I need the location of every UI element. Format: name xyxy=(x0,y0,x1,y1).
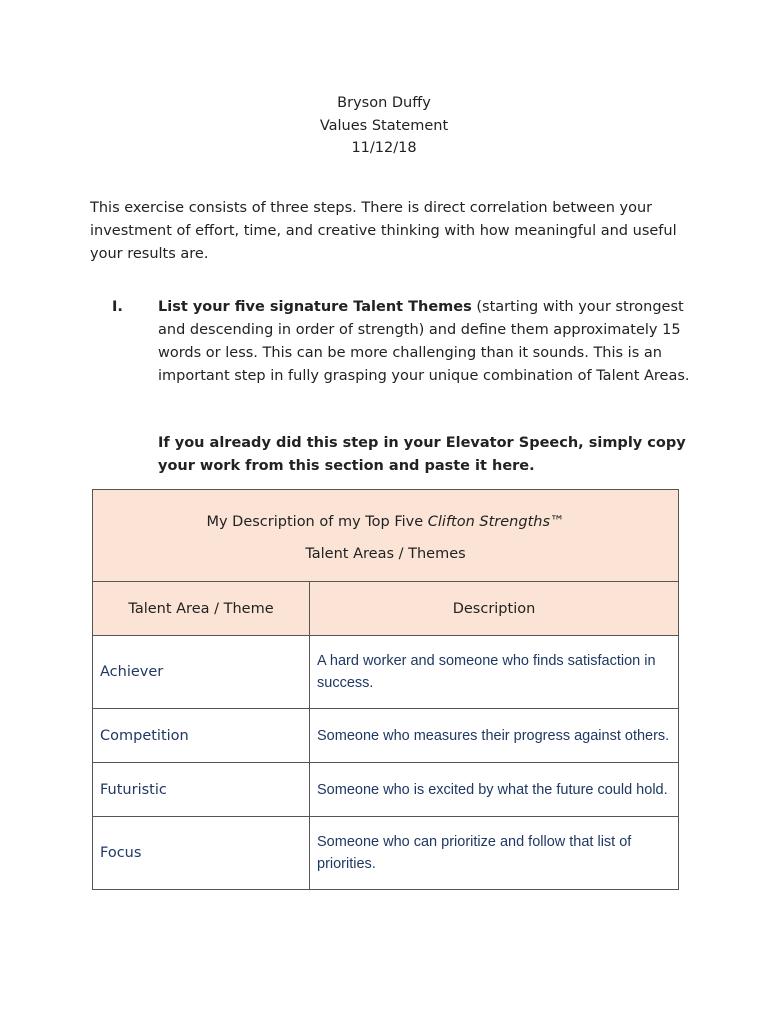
table-title xyxy=(93,514,678,530)
table-row xyxy=(93,817,679,890)
table-title-cell xyxy=(93,490,679,582)
document-date: 11/12/18 xyxy=(351,140,417,156)
theme-name: Achiever xyxy=(93,636,310,709)
author-name: Bryson Duffy xyxy=(337,95,431,111)
theme-description: A hard worker and someone who finds satisfaction in success. xyxy=(310,636,679,709)
step-note: If you already did this step in your Elevator Speech, simply copy your work from this section and paste it here. xyxy=(158,435,686,474)
step-bold-lead: List your five signature Talent Themes xyxy=(158,299,472,315)
document-header xyxy=(0,92,768,160)
theme-name: Competition xyxy=(93,709,310,763)
table-title-italic: Clifton Strengths xyxy=(427,513,551,530)
column-header-description: Description xyxy=(310,582,679,636)
trademark-symbol: ™ xyxy=(550,513,565,530)
theme-description: Someone who is excited by what the future could hold. xyxy=(310,763,679,817)
theme-name: Futuristic xyxy=(93,763,310,817)
table-row xyxy=(93,709,679,763)
step-instructions xyxy=(158,296,698,388)
theme-description: Someone who can prioritize and follow that list of priorities. xyxy=(310,817,679,890)
theme-name: Focus xyxy=(93,817,310,890)
step-number: I. xyxy=(112,299,123,315)
table-row xyxy=(93,763,679,817)
step-body: (starting with your strongest and descending in order of strength) and define them approximately 15 words or less. This can be more challenging than it sounds. This is an important step in fully grasping your unique combination of Talent Areas. xyxy=(158,299,690,384)
table-row xyxy=(93,636,679,709)
document-title: Values Statement xyxy=(319,117,449,134)
column-header-theme: Talent Area / Theme xyxy=(93,582,310,636)
table-subtitle: Talent Areas / Themes xyxy=(305,545,466,562)
theme-description: Someone who measures their progress against others. xyxy=(310,709,679,763)
table-title-prefix: My Description of my Top Five xyxy=(206,513,428,530)
talent-themes-table xyxy=(92,489,679,890)
intro-paragraph: This exercise consists of three steps. There is direct correlation between your investment of effort, time, and creative thinking with how meaningful and useful your results are. xyxy=(90,200,677,262)
